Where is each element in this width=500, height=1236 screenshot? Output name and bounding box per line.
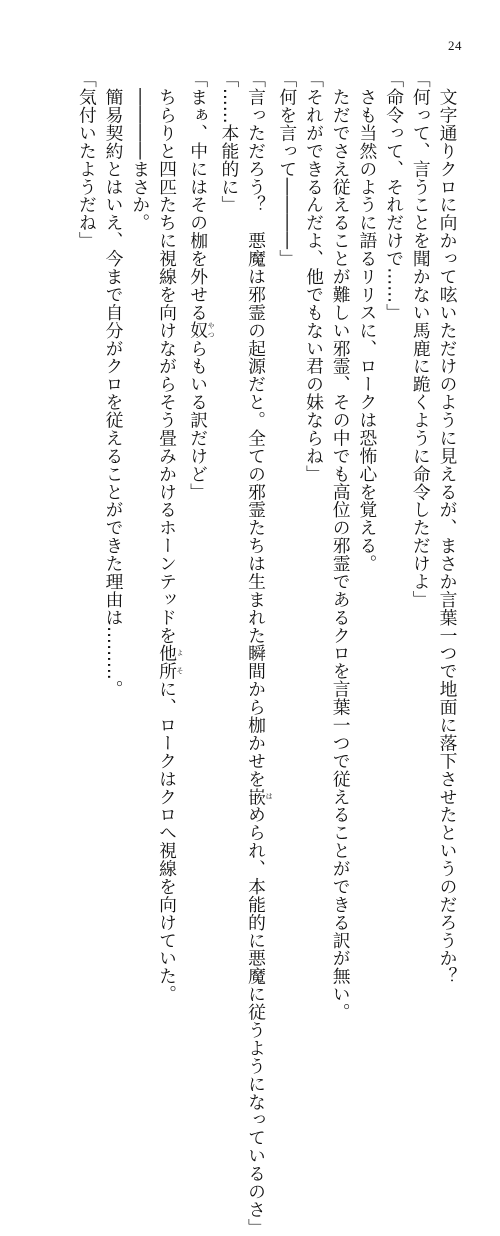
furigana: 奴やつ	[187, 321, 216, 340]
text-line: 簡易契約とはいえ、今まで自分がクロを従えることができた理由は………。	[103, 70, 125, 698]
furigana: 他所よそ	[156, 644, 184, 680]
novel-text-block	[30, 70, 460, 1236]
text-line: ちらりと四匹たちに視線を向けながらそう畳みかけるホーンテッドを他所よそに、ロークはクロへ視線を向けていた。	[156, 70, 184, 1003]
text-line: ただでさえ従えることが難しい邪霊、その中でも高位の邪霊であるクロを言葉一つで従えることができる訳が無い。	[330, 70, 352, 1021]
text-line: 「何って、言うことを聞かない馬鹿に跪くように命令しただけよ」	[410, 70, 432, 609]
text-line: 「まぁ、中にはその枷を外せる奴やつらもいる訳だけど」	[187, 70, 216, 501]
text-line: 文字通りクロに向かって呟いただけのように見えるが、まさか言葉一つで地面に落下させたというのだろうか？	[437, 70, 458, 985]
text-line: 「何を言って――――」	[276, 70, 298, 268]
text-line: 「言っただろう？ 悪魔は邪霊の起源だと。全ての邪霊たちは生まれた瞬間から枷かせを嵌はめられ、本能的に悪魔に従うようになっているのさ」	[245, 70, 274, 1236]
page-number: 24	[448, 38, 462, 53]
furigana: 嵌は	[245, 787, 274, 806]
text-line: 「命令って、それだけで……」	[383, 70, 405, 322]
text-line: ――――まさか。	[129, 70, 151, 232]
text-line: 「気付いたようだね」	[76, 70, 98, 250]
text-line: 「……本能的に」	[218, 70, 240, 214]
text-line: さも当然のように語るリリスに、ロークは恐怖心を覚える。	[356, 70, 378, 573]
text-line: 「それができるんだよ、他でもない君の妹ならね」	[303, 70, 325, 483]
